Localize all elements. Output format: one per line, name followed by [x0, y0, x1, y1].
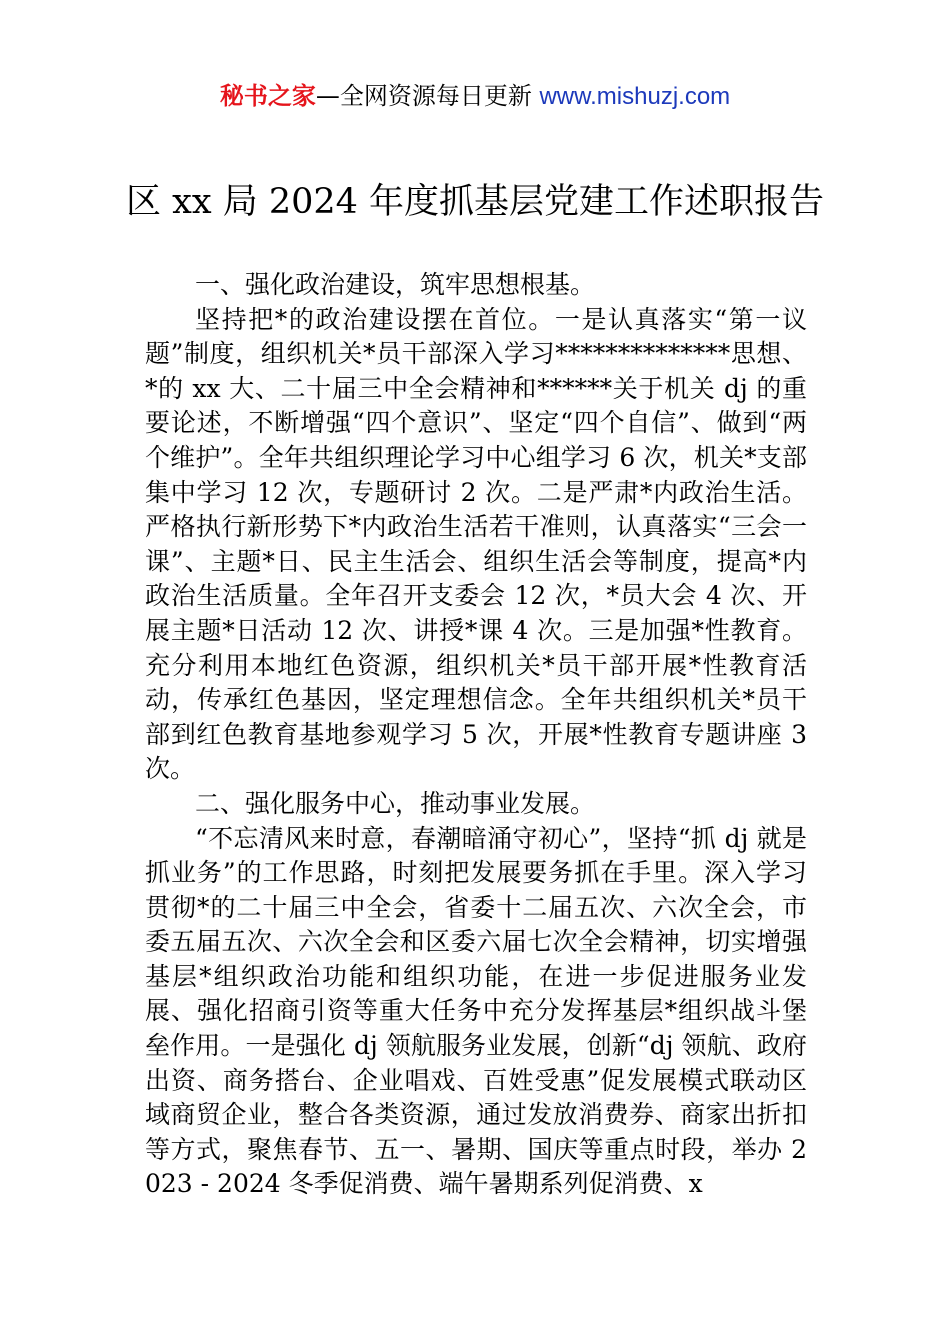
section-heading-1: 一、强化政治建设，筑牢思想根基。	[195, 270, 596, 299]
section-paragraph-1: 坚持把*的政治建设摆在首位。一是认真落实“第一议题”制度，组织机关*员干部深入学习**************思想、*的 xx 大、二十届三中全会精神和******关于机关 dj 的重要论述，不断增强“四个意识”、坚定“四个自信”、做到“两个维护”。全年共组织理论学习中心组学习 6 次，机关*支部集中学习 12 次，专题研讨 2 次。二是严肃*内政治生活。严格执行新形势下*内政治生活若干准则，认真落实“三会一课”、主题*日、民主生活会、组织生活会等制度，提高*内政治生活质量。全年召开支委会 12 次，*员大会 4 次、开展主题*日活动 12 次、讲授*课 4 次。三是加强*性教育。充分利用本地红色资源，组织机关*员干部开展*性教育活动，传承红色基因，坚定理想信念。全年共组织机关*员干部到红色教育基地参观学习 5 次，开展*性教育专题讲座 3 次。	[145, 304, 807, 784]
section-heading-2: 二、强化服务中心，推动事业发展。	[195, 788, 596, 818]
brand-name: 秘书之家	[219, 82, 316, 110]
site-banner	[0, 80, 950, 113]
document-title: 区 xx 局 2024 年度抓基层党建工作述职报告	[125, 182, 825, 222]
document-body	[145, 268, 807, 1202]
section-paragraph-2: “不忘清风来时意，春潮暗涌守初心”，坚持“抓 dj 就是抓业务”的工作思路，时刻把发展要务抓在手里。深入学习贯彻*的二十届三中全会，省委十二届五次、六次全会，市委五届五次、六次全会和区委六届七次全会精神，切实增强基层*组织政治功能和组织功能，在进一步促进服务业发展、强化招商引资等重大任务中充分发挥基层*组织战斗堡垒作用。一是强化 dj 领航服务业发展，创新“dj 领航、政府出资、商务搭台、企业唱戏、百姓受惠”促发展模式联动区域商贸企业，整合各类资源，通过发放消费券、商家出折扣等方式，聚焦春节、五一、暑期、国庆等重点时段，举办 2023 - 2024 冬季促消费、端午暑期系列促消费、x	[145, 823, 807, 1199]
banner-slogan: —全网资源每日更新	[315, 82, 540, 110]
site-url-link[interactable]: www.mishuzj.com	[539, 83, 731, 110]
